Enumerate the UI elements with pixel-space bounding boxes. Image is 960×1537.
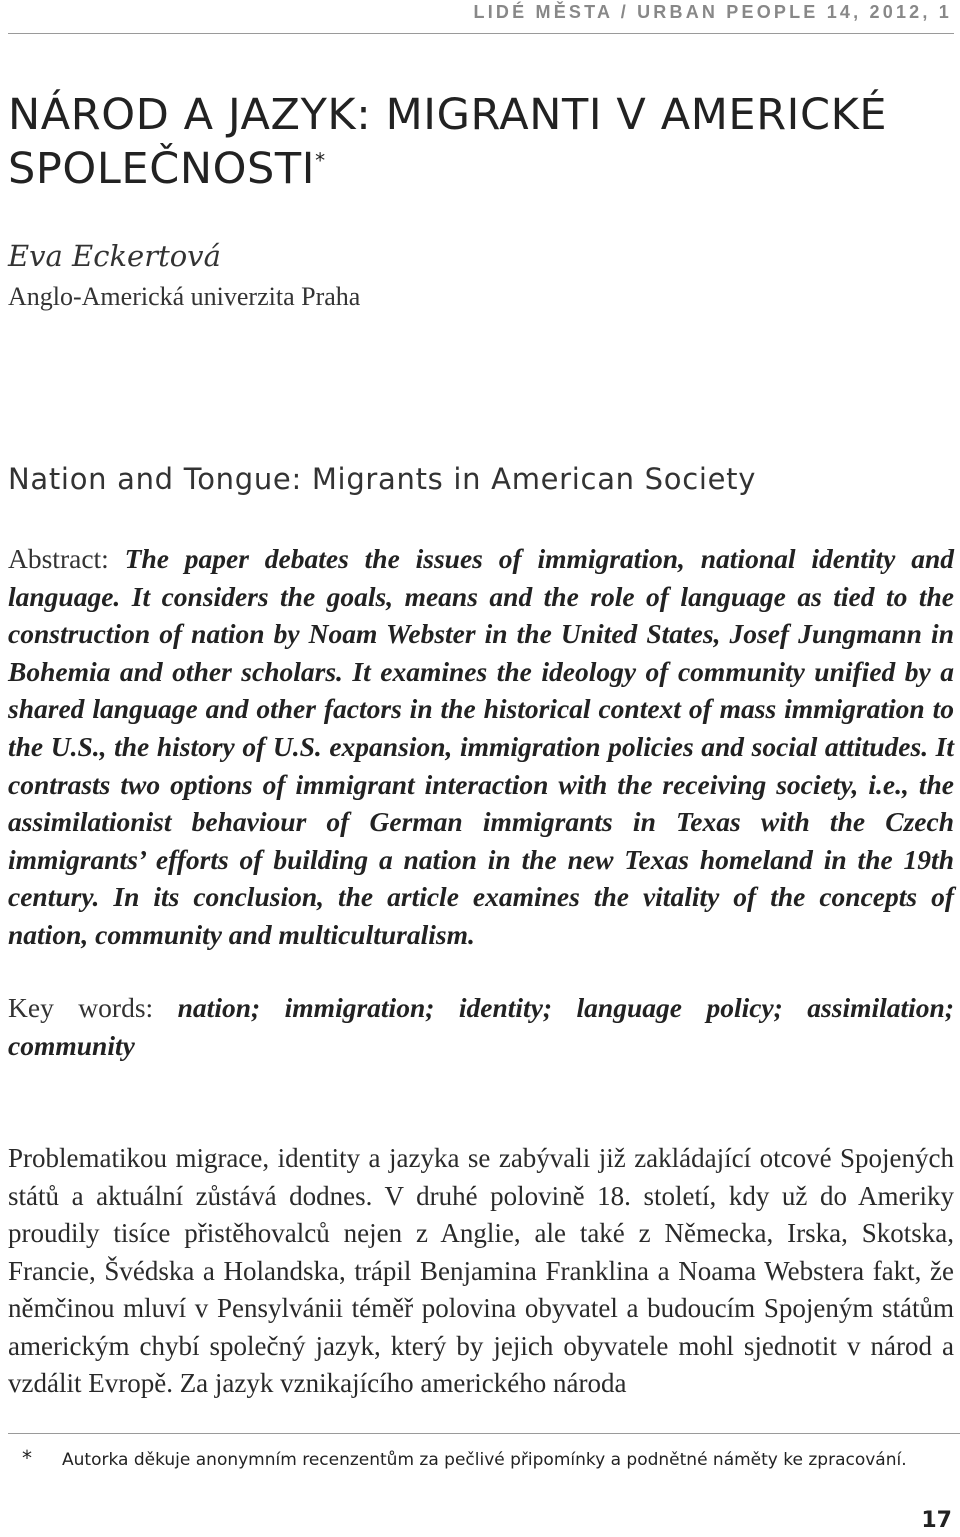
keywords-text: nation; immigration; identity; language policy; assimilation; community [8,992,954,1061]
title-footnote-mark[interactable]: * [315,148,326,173]
english-title: Nation and Tongue: Migrants in American Society [8,462,757,496]
page-number: 17 [921,1508,952,1533]
body-paragraph: Problematikou migrace, identity a jazyka se zabývali již zakládající otcové Spojených států a aktuální zůstává dodnes. V druhé polovině 18. století, kdy už do Ameriky proudily tisíce přistěhovalců nejen z Anglie, ale také z Německa, Irska, Skotska, Francie, Švédska a Holandska, trápil Benjamina Franklina a Noama Webstera fakt, že němčinou mluví v Pensylvánii téměř polovina obyvatel a budoucím Spojeným státům americkým chybí společný jazyk, který by jejich obyvatele mohl sjednotit v národ a vzdálit Evropě. Za jazyk vznikajícího amerického národa [8,1143,954,1398]
running-head: LIDÉ MĚSTA / URBAN PEOPLE 14, 2012, 1 [473,2,952,22]
keywords [8,989,954,1065]
abstract-text: The paper debates the issues of immigration, national identity and language. It considers the goals, means and the role of language as tied to the construction of nation by Noam Webster in the United States, Josef Jungmann in Bohemia and other scholars. It examines the ideology of community unified by a shared language and other factors in the historical context of mass immigration to the U.S., the history of U.S. expansion, immigration policies and social attitudes. It contrasts two options of immigrant interaction with the receiving society, i.e., the assimilationist behaviour of German immigrants in Texas with the Czech immigrants’ efforts of building a nation in the new Texas homeland in the 19th century. In its conclusion, the article examines the vitality of the concepts of nation, community and multiculturalism. [8,543,954,950]
abstract [8,540,954,954]
header-rule [8,33,954,34]
author-name: Eva Eckertová [8,239,221,273]
author-affiliation: Anglo-Americká univerzita Praha [8,282,361,311]
article-title [8,88,948,196]
footnote-rule [8,1433,960,1434]
article-title-text: NÁROD A JAZYK: MIGRANTI V AMERICKÉ SPOLEČNOSTI [8,90,888,194]
footnote [22,1446,907,1470]
footnote-text: Autorka děkuje anonymním recenzentům za pečlivé připomínky a podnětné náměty ke zpracování. [62,1450,907,1470]
keywords-label: Key words: [8,992,178,1023]
footnote-mark: * [22,1446,32,1470]
abstract-label: Abstract: [8,543,125,574]
